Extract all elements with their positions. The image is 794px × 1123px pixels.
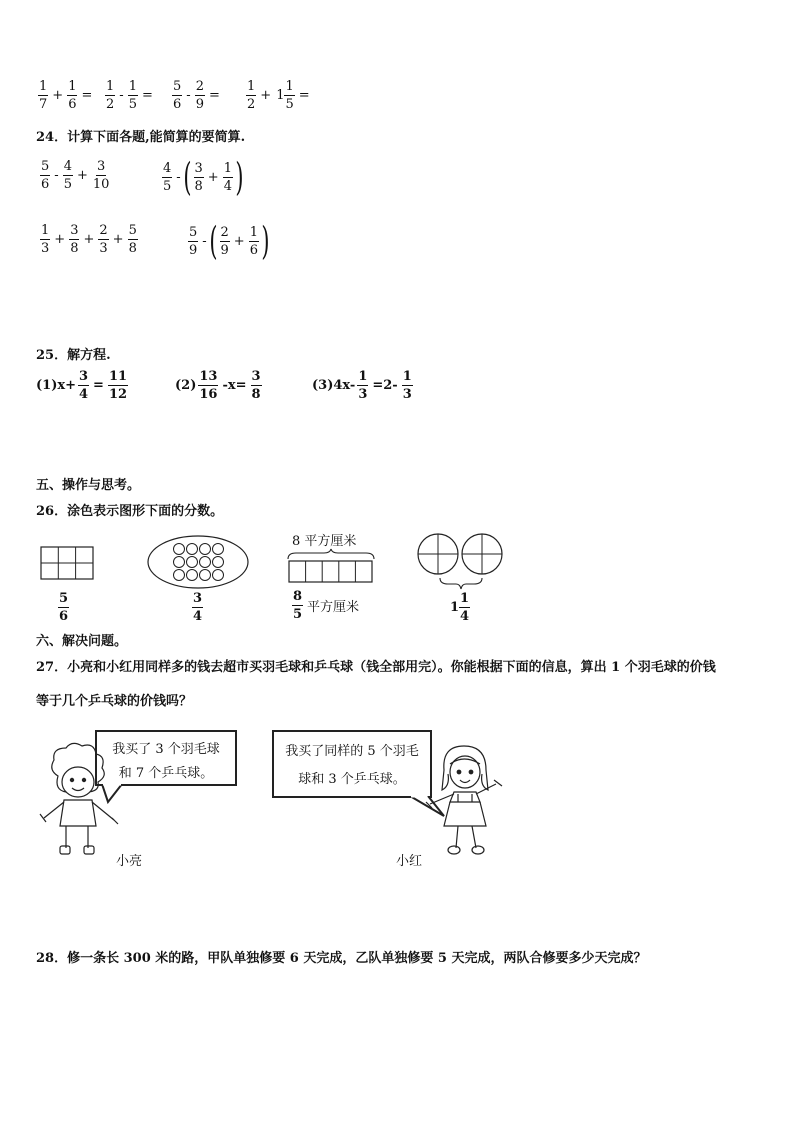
area-label-top: 8 平方厘米 bbox=[292, 534, 357, 549]
equation-2: (2) $\frac{13}{16}$ -x= $\frac{3}{8}$ bbox=[175, 369, 261, 402]
fraction: $\frac{1}{7}$ bbox=[39, 79, 48, 112]
question-25-title: 25．解方程. bbox=[36, 348, 111, 363]
question-28: 28．修一条长 300 米的路，甲队单独修要 6 天完成，乙队单独修要 5 天完成，两队合修要多少天完成？ bbox=[36, 951, 647, 966]
strip-rectangle-figure bbox=[288, 560, 374, 584]
question-24-title: 24．计算下面各题,能简算的要简算. bbox=[36, 130, 246, 145]
rectangle-grid-figure bbox=[40, 546, 96, 582]
name-left: 小亮 bbox=[116, 854, 143, 869]
question-27-line-1: 27．小亮和小红用同样多的钱去超市买羽毛球和乒乓球（钱全部用完）。你能根据下面的信息，算出 1 个羽毛球的价钱 bbox=[36, 660, 716, 675]
expr-24-4: $\frac{5}{9}$ - ( $\frac{2}{9}$ + $\frac{1}{6}$ ) bbox=[189, 219, 270, 263]
oval-circles-figure bbox=[146, 534, 250, 590]
fraction-label-2: $\frac{3}{4}$ bbox=[193, 591, 203, 624]
speech-bubble-right: 我买了同样的 5 个羽毛 球和 3 个乒乓球。 bbox=[272, 730, 432, 798]
equation-1: (1)x+ $\frac{3}{4}$ = $\frac{11}{12}$ bbox=[36, 369, 128, 402]
top-brace-icon bbox=[286, 548, 376, 560]
speech-bubble-left: 我买了 3 个羽毛球 和 7 个乒乓球。 bbox=[95, 730, 237, 786]
question-26-title: 26．涂色表示图形下面的分数。 bbox=[36, 504, 224, 519]
expr-23-4: $\frac{1}{2}$ + 1 $\frac{1}{5}$ = bbox=[247, 79, 310, 112]
section-5-heading: 五、操作与思考。 bbox=[36, 478, 141, 493]
fraction-label-3: $\frac{8}{5}$ 平方厘米 bbox=[293, 589, 360, 622]
fraction: $\frac{1}{5}$ bbox=[128, 79, 137, 112]
fraction: $\frac{1}{6}$ bbox=[68, 79, 77, 112]
girl-xiaohong-illustration bbox=[424, 740, 508, 864]
fraction: $\frac{1}{2}$ bbox=[247, 79, 256, 112]
expr-23-1: $\frac{1}{7}$ + $\frac{1}{6}$ = bbox=[39, 79, 93, 112]
boy-xiaoliang-illustration bbox=[36, 740, 126, 864]
expr-24-1: $\frac{5}{6}$ - $\frac{4}{5}$ + $\frac{3}{10}$ bbox=[41, 159, 110, 192]
two-circles-figure bbox=[414, 532, 508, 594]
expr-24-3: $\frac{1}{3}$ + $\frac{3}{8}$ + $\frac{2}{3}$ + $\frac{5}{8}$ bbox=[41, 223, 137, 256]
fraction-label-1: $\frac{5}{6}$ bbox=[59, 591, 69, 624]
question-27-line-2: 等于几个乒乓球的价钱吗？ bbox=[36, 694, 193, 709]
name-right: 小红 bbox=[396, 854, 423, 869]
expr-23-3: $\frac{5}{6}$ - $\frac{2}{9}$ = bbox=[173, 79, 220, 112]
section-6-heading: 六、解决问题。 bbox=[36, 634, 128, 649]
fraction: $\frac{1}{2}$ bbox=[106, 79, 115, 112]
fraction: $\frac{1}{5}$ bbox=[285, 79, 294, 112]
fraction: $\frac{5}{6}$ bbox=[173, 79, 182, 112]
expr-23-2: $\frac{1}{2}$ - $\frac{1}{5}$ = bbox=[106, 79, 153, 112]
fraction-label-4: 1 $\frac{1}{4}$ bbox=[450, 591, 470, 624]
equation-3: (3)4x- $\frac{1}{3}$ =2- $\frac{1}{3}$ bbox=[312, 369, 412, 402]
fraction: $\frac{2}{9}$ bbox=[195, 79, 204, 112]
expr-24-2: $\frac{4}{5}$ - ( $\frac{3}{8}$ + $\frac{1}{4}$ ) bbox=[163, 155, 244, 199]
